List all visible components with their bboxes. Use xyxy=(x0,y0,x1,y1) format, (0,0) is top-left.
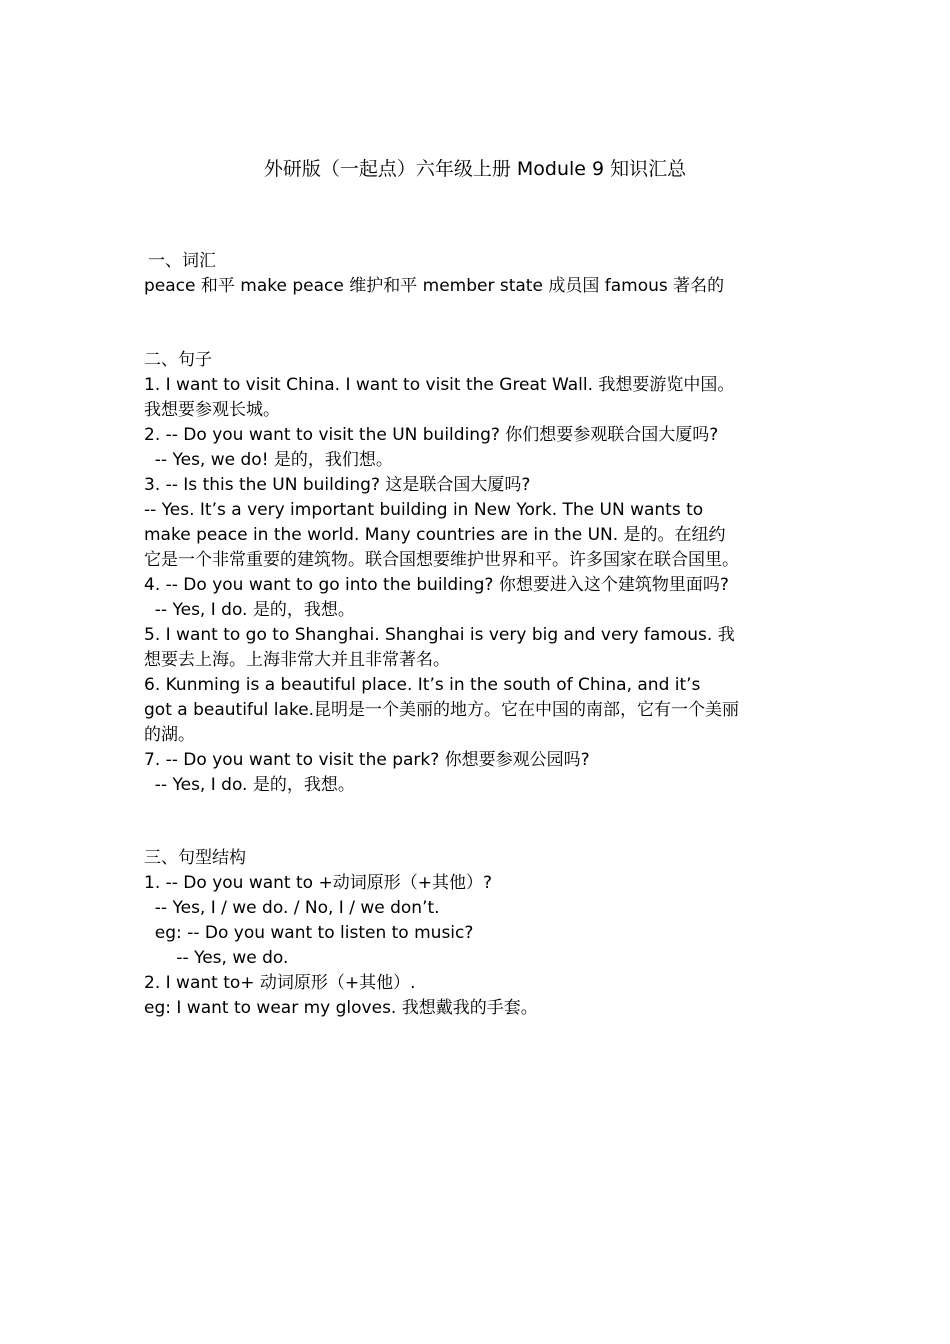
sentence-line: -- Yes, I do. 是的，我想。 xyxy=(144,775,355,795)
structure-line: 2. I want to+ 动词原形（+其他）. xyxy=(144,973,416,993)
sentences-section xyxy=(144,348,808,798)
structure-line: 1. -- Do you want to +动词原形（+其他）? xyxy=(144,873,492,893)
page-title: 外研版（一起点）六年级上册 Module 9 知识汇总 xyxy=(263,158,687,180)
sentence-line: -- Yes, I do. 是的，我想。 xyxy=(144,600,355,620)
sentence-line: -- Yes. It’s a very important building in New York. The UN wants to xyxy=(144,500,704,520)
structure-line: -- Yes, we do. xyxy=(144,948,289,968)
sentences-heading: 二、句子 xyxy=(144,350,212,370)
sentence-line: -- Yes, we do! 是的，我们想。 xyxy=(144,450,393,470)
vocabulary-text: peace 和平 make peace 维护和平 member state 成员国 famous 著名的 xyxy=(144,276,725,296)
structures-section xyxy=(144,846,808,1021)
structures-heading: 三、句型结构 xyxy=(144,848,246,868)
sentence-line: 7. -- Do you want to visit the park? 你想要参观公园吗? xyxy=(144,750,590,770)
sentence-line: 2. -- Do you want to visit the UN building? 你们想要参观联合国大厦吗? xyxy=(144,425,719,445)
sentence-line: 5. I want to go to Shanghai. Shanghai is very big and very famous. 我 xyxy=(144,625,735,645)
sentence-line: 想要去上海。上海非常大并且非常著名。 xyxy=(144,650,450,670)
structure-line: eg: -- Do you want to listen to music? xyxy=(144,923,474,943)
sentence-line: 它是一个非常重要的建筑物。联合国想要维护世界和平。许多国家在联合国里。 xyxy=(144,550,739,570)
sentence-line: 3. -- Is this the UN building? 这是联合国大厦吗? xyxy=(144,475,531,495)
vocabulary-section xyxy=(144,249,808,299)
structure-line: eg: I want to wear my gloves. 我想戴我的手套。 xyxy=(144,998,538,1018)
vocabulary-heading: 一、词汇 xyxy=(148,251,216,271)
sentence-line: got a beautiful lake.昆明是一个美丽的地方。它在中国的南部，它有一个美丽 xyxy=(144,700,740,720)
sentence-line: 6. Kunming is a beautiful place. It’s in the south of China, and it’s xyxy=(144,675,701,695)
structure-line: -- Yes, I / we do. / No, I / we don’t. xyxy=(144,898,440,918)
sentence-line: 1. I want to visit China. I want to visit the Great Wall. 我想要游览中国。 xyxy=(144,375,735,395)
sentence-line: 的湖。 xyxy=(144,725,195,745)
sentence-line: 4. -- Do you want to go into the building? 你想要进入这个建筑物里面吗? xyxy=(144,575,729,595)
sentence-line: 我想要参观长城。 xyxy=(144,400,280,420)
sentence-line: make peace in the world. Many countries are in the UN. 是的。在纽约 xyxy=(144,525,726,545)
